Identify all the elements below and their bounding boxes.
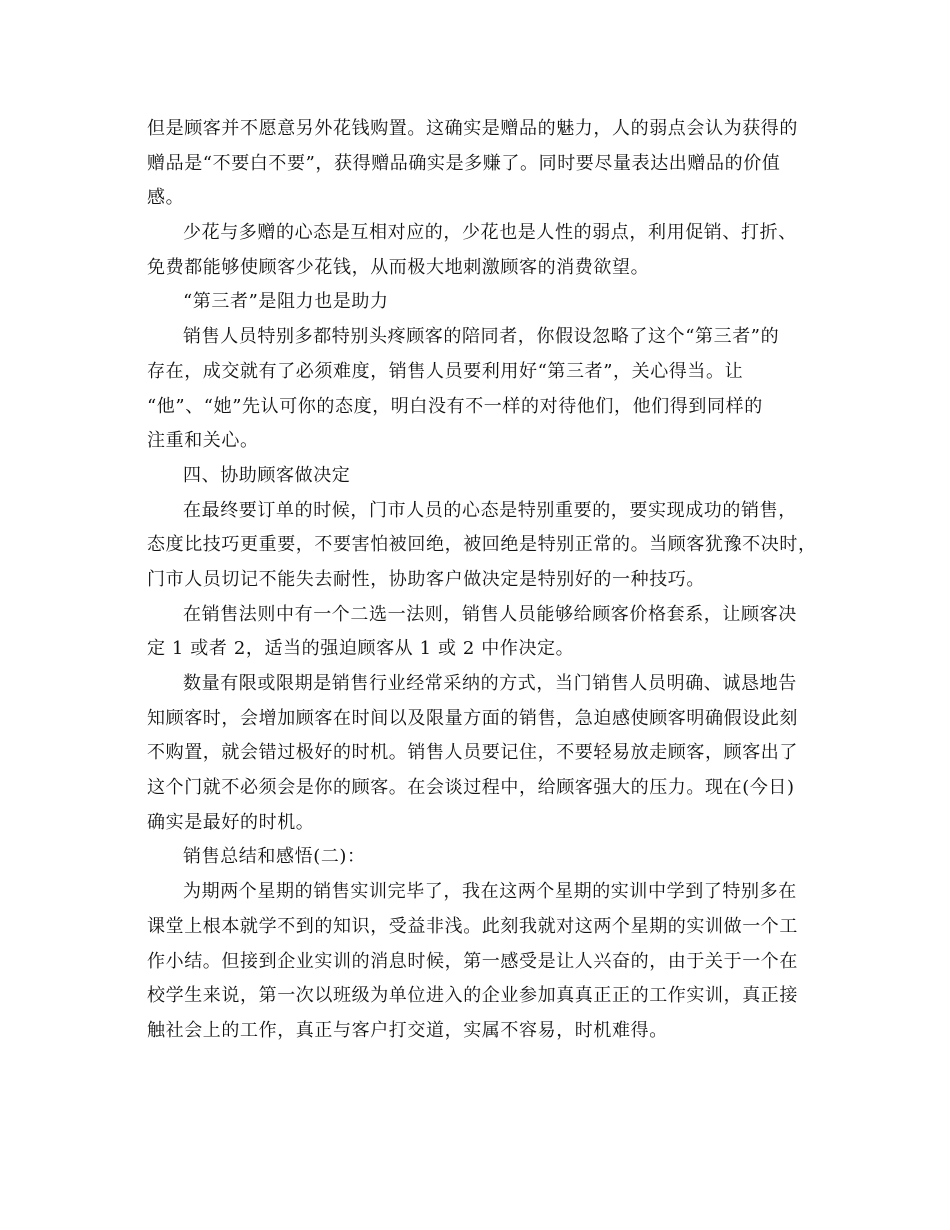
text-line: 这个门就不必须会是你的顾客。在会谈过程中，给顾客强大的压力。现在(今日) [147, 777, 795, 799]
text-line: 在销售法则中有一个二选一法则，销售人员能够给顾客价格套系，让顾客决 [183, 603, 797, 625]
text-line: 免费都能够使顾客少花钱，从而极大地刺激顾客的消费欲望。 [147, 256, 650, 278]
text-line: 少花与多赠的心态是互相对应的，少花也是人性的弱点，利用促销、打折、 [183, 222, 797, 244]
text-line: “第三者”是阻力也是助力 [183, 291, 389, 313]
text-line: 态度比技巧更重要，不要害怕被回绝，被回绝是特别正常的。当顾客犹豫不决时， [147, 534, 817, 556]
text-line: 数量有限或限期是销售行业经常采纳的方式，当门销售人员明确、诚恳地告 [183, 673, 797, 694]
text-line: 存在，成交就有了必须难度，销售人员要利用好“第三者”，关心得当。让 [147, 360, 744, 382]
document-body [147, 112, 817, 1049]
text-line: 作小结。但接到企业实训的消息时候，第一感受是让人兴奋的，由于关于一个在 [147, 950, 798, 972]
text-line: 课堂上根本就学不到的知识，受益非浅。此刻我就对这两个星期的实训做一个工 [147, 915, 798, 937]
text-line: 校学生来说，第一次以班级为单位进入的企业参加真真正正的工作实训，真正接 [147, 985, 798, 1007]
text-line: 销售人员特别多都特别头疼顾客的陪同者，你假设忽略了这个“第三者”的 [183, 326, 780, 348]
text-line: 注重和关心。 [147, 430, 259, 452]
text-line: 为期两个星期的销售实训完毕了，我在这两个星期的实训中学到了特别多在 [183, 881, 797, 903]
text-line: 感。 [147, 187, 185, 209]
text-line: 触社会上的工作，真正与客户打交道，实属不容易，时机难得。 [147, 1019, 668, 1041]
text-line: 定 1 或者 2，适当的强迫顾客从 1 或 2 中作决定。 [147, 638, 575, 660]
text-line: 销售总结和感悟(二)： [183, 846, 366, 868]
text-line: 门市人员切记不能失去耐性，协助客户做决定是特别好的一种技巧。 [147, 568, 705, 590]
text-line: 但是顾客并不愿意另外花钱购置。这确实是赠品的魅力，人的弱点会认为获得的 [147, 118, 798, 139]
text-line: 赠品是“不要白不要”，获得赠品确实是多赚了。同时要尽量表达出赠品的价值 [147, 152, 781, 174]
text-line: 在最终要订单的时候，门市人员的心态是特别重要的，要实现成功的销售， [183, 499, 797, 521]
text-line: 知顾客时，会增加顾客在时间以及限量方面的销售，急迫感使顾客明确假设此刻 [147, 707, 798, 729]
text-line: 不购置，就会错过极好的时机。销售人员要记住，不要轻易放走顾客，顾客出了 [147, 742, 798, 764]
text-line: 确实是最好的时机。 [147, 811, 315, 833]
text-line: “他”、“她”先认可你的态度，明白没有不一样的对待他们，他们得到同样的 [147, 395, 763, 417]
text-line: 四、协助顾客做决定 [183, 464, 351, 486]
